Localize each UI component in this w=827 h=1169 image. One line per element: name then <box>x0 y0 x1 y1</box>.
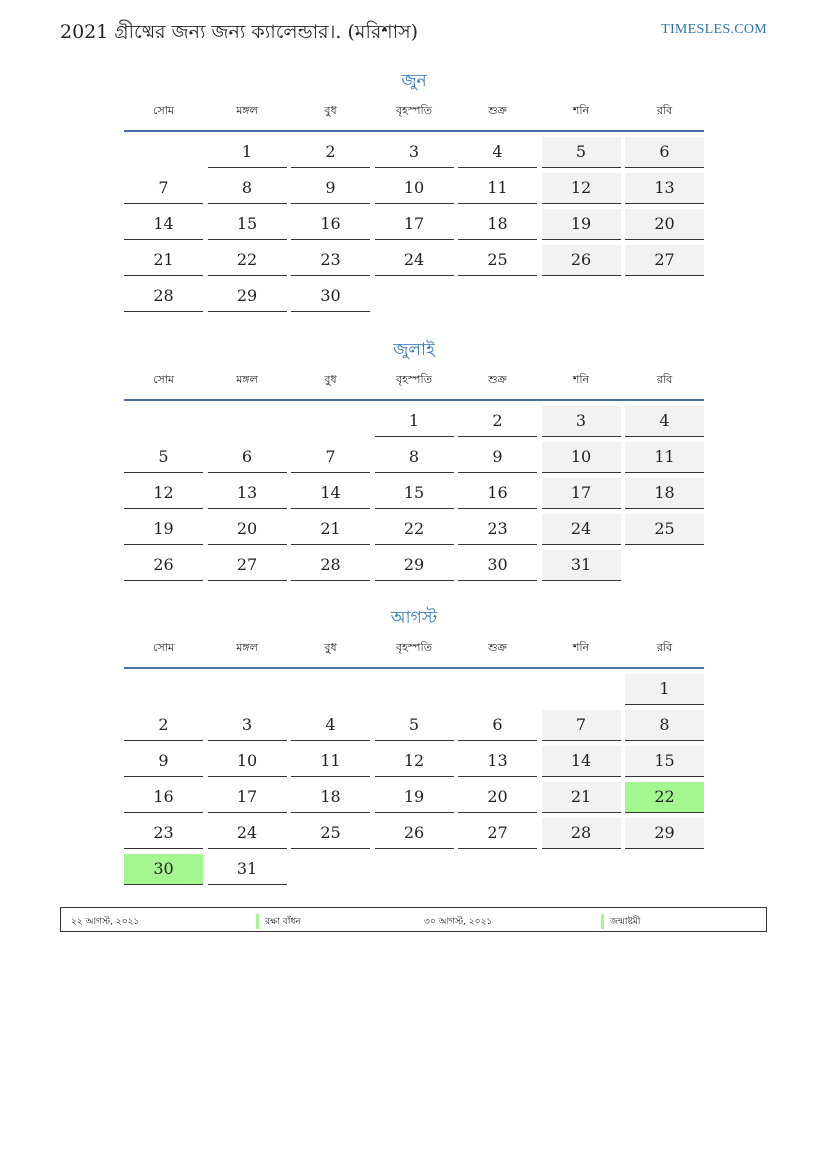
day-cell: 19 <box>375 782 454 813</box>
day-cell: 20 <box>458 782 537 813</box>
day-cell: 28 <box>542 818 621 849</box>
day-cell: 25 <box>625 514 704 545</box>
day-cell: 30 <box>124 854 203 885</box>
weekday-label: মঙ্গল <box>236 104 258 117</box>
day-cell: 14 <box>291 478 370 509</box>
month-title: জুলাই <box>393 340 435 360</box>
day-cell: 3 <box>208 710 287 741</box>
weekday-label: শুক্র <box>488 104 507 117</box>
day-cell: 17 <box>542 478 621 509</box>
month-calendar-july <box>124 337 704 581</box>
day-cell: 9 <box>291 173 370 204</box>
day-grid <box>124 137 704 312</box>
day-cell: 6 <box>208 442 287 473</box>
day-cell: 29 <box>625 818 704 849</box>
day-cell: 23 <box>124 818 203 849</box>
empty-day-cell <box>375 674 454 705</box>
day-cell: 20 <box>625 209 704 240</box>
day-cell: 13 <box>625 173 704 204</box>
month-calendar-june <box>124 68 704 312</box>
day-cell: 22 <box>625 782 704 813</box>
day-cell: 18 <box>458 209 537 240</box>
day-cell: 25 <box>291 818 370 849</box>
empty-day-cell <box>124 674 203 705</box>
day-cell: 2 <box>458 406 537 437</box>
day-cell: 21 <box>124 245 203 276</box>
legend-date: ২২ আগস্ট, ২০২১ <box>71 917 140 927</box>
day-cell: 29 <box>208 281 287 312</box>
day-cell: 28 <box>124 281 203 312</box>
empty-day-cell <box>124 137 203 168</box>
empty-day-cell <box>542 674 621 705</box>
day-grid <box>124 406 704 581</box>
month-title: আগস্ট <box>390 608 438 628</box>
day-cell: 8 <box>375 442 454 473</box>
weekday-label: বৃহস্পতি <box>396 641 432 654</box>
day-cell: 17 <box>208 782 287 813</box>
day-cell: 3 <box>375 137 454 168</box>
weekday-label: বৃহস্পতি <box>396 373 432 386</box>
day-cell: 27 <box>208 550 287 581</box>
day-cell: 31 <box>542 550 621 581</box>
day-cell: 4 <box>291 710 370 741</box>
day-cell: 20 <box>208 514 287 545</box>
day-cell: 2 <box>291 137 370 168</box>
weekday-label: রবি <box>656 641 673 654</box>
day-cell: 28 <box>291 550 370 581</box>
day-cell: 8 <box>625 710 704 741</box>
day-cell: 15 <box>208 209 287 240</box>
weekday-label: বৃহস্পতি <box>396 104 432 117</box>
day-cell: 24 <box>208 818 287 849</box>
day-cell: 10 <box>208 746 287 777</box>
weekday-label: শনি <box>572 104 590 117</box>
day-cell: 7 <box>542 710 621 741</box>
day-cell: 11 <box>458 173 537 204</box>
day-cell: 12 <box>542 173 621 204</box>
day-cell: 14 <box>124 209 203 240</box>
day-cell: 19 <box>542 209 621 240</box>
day-cell: 18 <box>291 782 370 813</box>
day-cell: 9 <box>124 746 203 777</box>
weekday-label: সোম <box>152 104 175 117</box>
day-cell: 9 <box>458 442 537 473</box>
day-cell: 24 <box>375 245 454 276</box>
day-cell: 15 <box>625 746 704 777</box>
weekday-label: মঙ্গল <box>236 641 258 654</box>
day-cell: 19 <box>124 514 203 545</box>
weekday-label: সোম <box>152 373 175 386</box>
day-cell: 16 <box>124 782 203 813</box>
day-cell: 21 <box>291 514 370 545</box>
day-cell: 8 <box>208 173 287 204</box>
month-calendar-august <box>124 605 704 885</box>
day-cell: 3 <box>542 406 621 437</box>
day-cell: 7 <box>124 173 203 204</box>
weekday-label: শুক্র <box>488 641 507 654</box>
day-cell: 6 <box>458 710 537 741</box>
day-cell: 10 <box>542 442 621 473</box>
day-cell: 30 <box>291 281 370 312</box>
weekday-label: শুক্র <box>488 373 507 386</box>
day-cell: 27 <box>458 818 537 849</box>
month-title: জুন <box>401 71 427 91</box>
day-cell: 23 <box>291 245 370 276</box>
weekday-label: বুধ <box>324 641 337 654</box>
day-cell: 13 <box>458 746 537 777</box>
weekday-header <box>124 370 704 401</box>
day-cell: 25 <box>458 245 537 276</box>
day-cell: 21 <box>542 782 621 813</box>
day-cell: 16 <box>458 478 537 509</box>
weekday-label: বুধ <box>324 104 337 117</box>
day-cell: 16 <box>291 209 370 240</box>
day-cell: 5 <box>124 442 203 473</box>
day-cell: 15 <box>375 478 454 509</box>
day-cell: 11 <box>291 746 370 777</box>
day-grid <box>124 674 704 885</box>
weekday-label: মঙ্গল <box>236 373 258 386</box>
empty-day-cell <box>208 674 287 705</box>
day-cell: 7 <box>291 442 370 473</box>
site-brand-link[interactable]: TIMESLES.COM <box>661 22 767 37</box>
day-cell: 5 <box>542 137 621 168</box>
day-cell: 1 <box>625 674 704 705</box>
empty-day-cell <box>124 406 203 437</box>
day-cell: 29 <box>375 550 454 581</box>
holiday-legend <box>60 907 767 932</box>
empty-day-cell <box>458 674 537 705</box>
day-cell: 31 <box>208 854 287 885</box>
day-cell: 23 <box>458 514 537 545</box>
weekday-label: সোম <box>152 641 175 654</box>
day-cell: 26 <box>375 818 454 849</box>
day-cell: 4 <box>458 137 537 168</box>
weekday-header <box>124 638 704 669</box>
empty-day-cell <box>291 406 370 437</box>
day-cell: 14 <box>542 746 621 777</box>
empty-day-cell <box>291 674 370 705</box>
day-cell: 10 <box>375 173 454 204</box>
day-cell: 12 <box>375 746 454 777</box>
day-cell: 6 <box>625 137 704 168</box>
day-cell: 1 <box>375 406 454 437</box>
day-cell: 11 <box>625 442 704 473</box>
day-cell: 4 <box>625 406 704 437</box>
legend-date: ৩০ আগস্ট, ২০২১ <box>424 917 493 927</box>
weekday-header <box>124 101 704 132</box>
day-cell: 2 <box>124 710 203 741</box>
weekday-label: শনি <box>572 373 590 386</box>
day-cell: 26 <box>542 245 621 276</box>
day-cell: 18 <box>625 478 704 509</box>
day-cell: 30 <box>458 550 537 581</box>
legend-holiday-name: রক্ষা বাঁধন <box>256 914 301 929</box>
weekday-label: রবি <box>656 373 673 386</box>
day-cell: 12 <box>124 478 203 509</box>
day-cell: 1 <box>208 137 287 168</box>
weekday-label: বুধ <box>324 373 337 386</box>
day-cell: 5 <box>375 710 454 741</box>
weekday-label: রবি <box>656 104 673 117</box>
day-cell: 27 <box>625 245 704 276</box>
day-cell: 22 <box>208 245 287 276</box>
page-title: 2021 গ্রীষ্মের জন্য জন্য ক্যালেন্ডার।. (মরিশাস) <box>60 21 419 43</box>
empty-day-cell <box>208 406 287 437</box>
day-cell: 17 <box>375 209 454 240</box>
day-cell: 24 <box>542 514 621 545</box>
day-cell: 22 <box>375 514 454 545</box>
legend-holiday-name: জন্মাষ্টমী <box>601 914 640 929</box>
day-cell: 26 <box>124 550 203 581</box>
weekday-label: শনি <box>572 641 590 654</box>
day-cell: 13 <box>208 478 287 509</box>
